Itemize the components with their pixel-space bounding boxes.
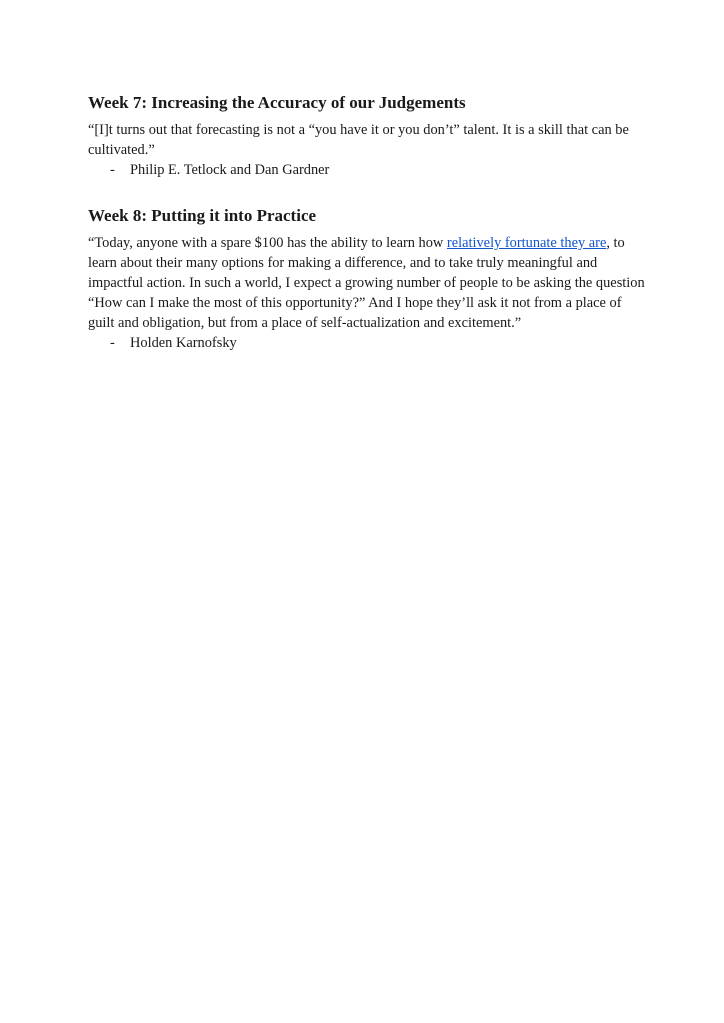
week-8-attribution [88,333,648,353]
week-7-author: Philip E. Tetlock and Dan Gardner [130,162,330,178]
week-7-heading: Week 7: Increasing the Accuracy of our Judgements [88,93,466,112]
week-7-section [88,92,648,180]
week-7-quote: “[I]t turns out that forecasting is not a “you have it or you don’t” talent. It is a skill that can be cultivated.” [88,122,629,158]
week-8-quote-start: “Today, anyone with a spare $100 has the ability to learn how [88,235,447,251]
bullet-dash: - [110,162,115,178]
week-8-heading: Week 8: Putting it into Practice [88,206,317,225]
week-8-section [88,205,648,353]
week-8-quote-end: , to learn about their many options for making a difference, and to take truly meaningful and impactful action. In such a world, I expect a growing number of people to be asking the question “How can I make the most of this opportunity?” And I hope they’ll ask it not from a place of guilt and obligation, but from a place of self-actualization and excitement.” [88,235,645,331]
week-8-quote [88,233,648,333]
bullet-dash: - [110,335,115,351]
relatively-fortunate-link[interactable]: relatively fortunate they are [446,235,607,251]
week-8-author: Holden Karnofsky [130,335,237,351]
week-7-attribution [88,160,648,180]
